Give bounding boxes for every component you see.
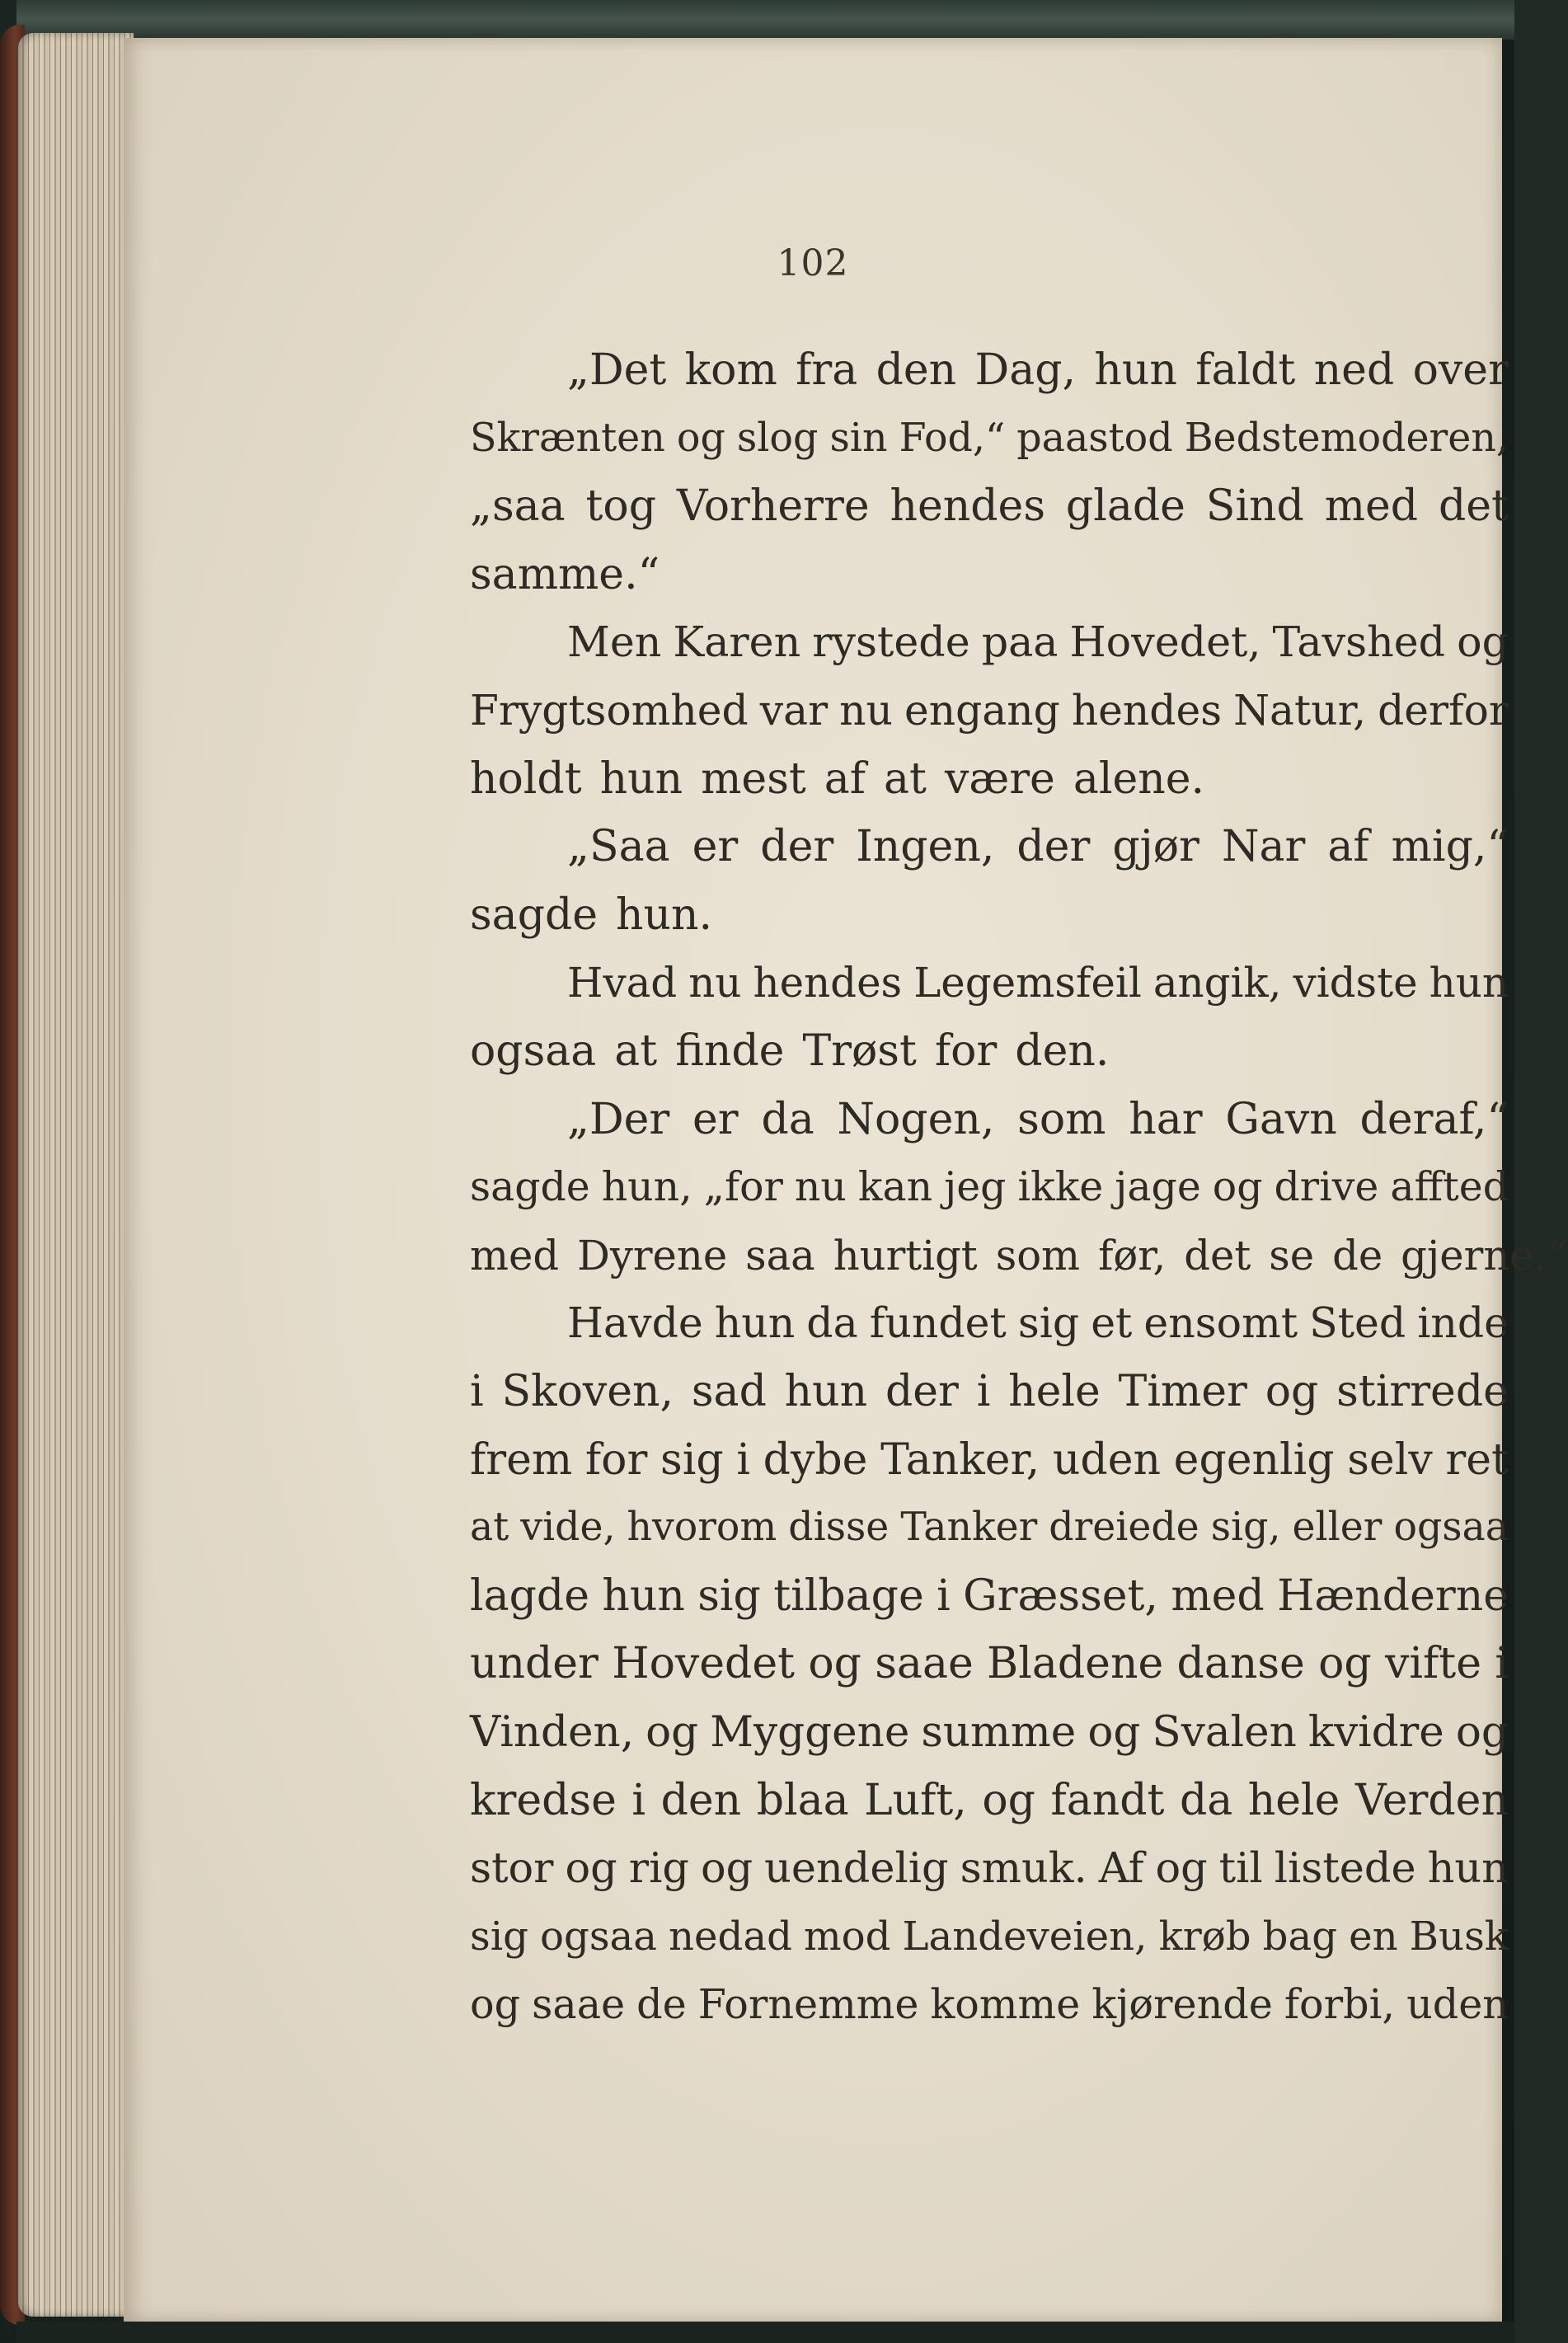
text-line: sig ogsaa nedad mod Landeveien, krøb bag en Busk xyxy=(470,1913,1509,1960)
text-line: Skrænten og slog sin Fod,“ paastod Bedstemoderen, xyxy=(470,415,1509,461)
text-line: „Saa er der Ingen, der gjør Nar af mig,“ xyxy=(567,822,1509,872)
text-line: ogsaa at finde Trøst for den. xyxy=(470,1026,1110,1076)
text-line: at vide, hvorom disse Tanker dreiede sig, eller ogsaa xyxy=(470,1505,1509,1551)
text-line: Men Karen rystede paa Hovedet, Tavshed og xyxy=(567,617,1509,667)
book-page xyxy=(124,38,1568,2323)
text-line: „Der er da Nogen, som har Gavn deraf,“ xyxy=(567,1094,1509,1144)
page-number: 102 xyxy=(777,242,849,284)
text-line: Frygtsomhed var nu engang hendes Natur, derfor xyxy=(470,686,1509,735)
text-line: sagde hun. xyxy=(470,890,713,940)
bottom-edge xyxy=(16,2322,1514,2343)
book-cover-edge xyxy=(16,0,1514,40)
text-line: holdt hun mest af at være alene. xyxy=(470,754,1205,804)
text-line: under Hovedet og saae Bladene danse og vifte i xyxy=(470,1639,1509,1689)
text-line: sagde hun, „for nu kan jeg ikke jage og drive affted xyxy=(470,1163,1509,1211)
text-line: kredse i den blaa Luft, og fandt da hele Verden xyxy=(470,1775,1509,1825)
text-line: lagde hun sig tilbage i Græsset, med Hænderne xyxy=(470,1571,1509,1621)
text-line: „Det kom fra den Dag, hun faldt ned over xyxy=(567,345,1509,395)
text-line: Havde hun da fundet sig et ensomt Sted inde xyxy=(567,1298,1509,1348)
text-line: og saae de Fornemme komme kjørende forbi, uden xyxy=(470,1980,1509,2029)
text-line: frem for sig i dybe Tanker, uden egenlig selv ret xyxy=(470,1434,1509,1485)
text-line: med Dyrene saa hurtigt som før, det se de gjerne.“ xyxy=(470,1231,1568,1279)
text-line: samme.“ xyxy=(470,549,660,599)
text-line: Vinden, og Myggene summe og Svalen kvidre og xyxy=(470,1707,1509,1757)
text-line: „saa tog Vorherre hendes glade Sind med det xyxy=(470,481,1509,532)
text-line: stor og rig og uendelig smuk. Af og til listede hun xyxy=(470,1843,1509,1893)
text-line: i Skoven, sad hun der i hele Timer og stirrede xyxy=(470,1367,1509,1416)
page-edges xyxy=(18,33,134,2317)
text-line: Hvad nu hendes Legemsfeil angik, vidste hun xyxy=(567,959,1509,1007)
